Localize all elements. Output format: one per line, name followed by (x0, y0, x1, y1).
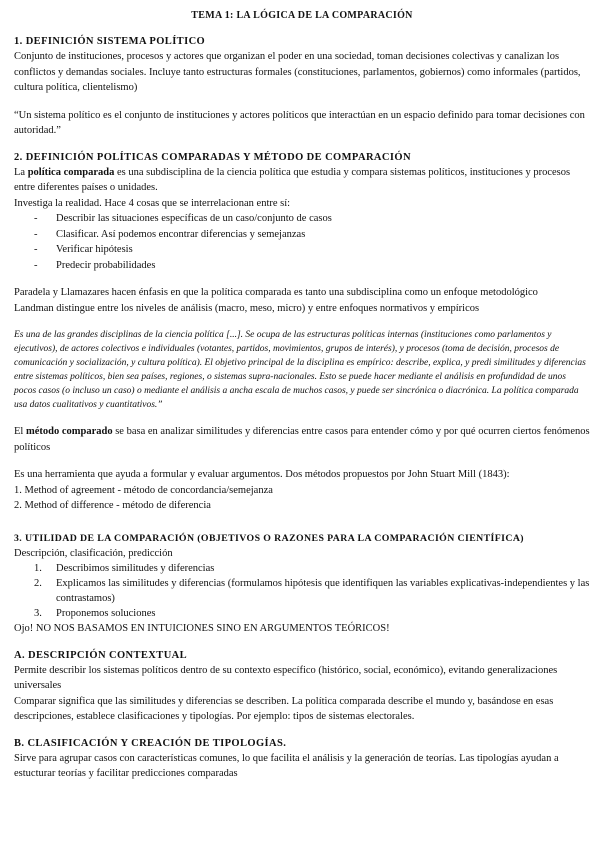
section-2-paragraph-1 (14, 165, 590, 196)
list-item (34, 606, 590, 621)
list-text: Describimos similitudes y diferencias (56, 563, 215, 574)
text-run: El (14, 426, 26, 437)
utility-list (14, 561, 590, 621)
section-2-heading: 2. DEFINICIÓN POLÍTICAS COMPARADAS Y MÉTODO DE COMPARACIÓN (14, 151, 411, 163)
section-3-paragraph: Descripción, clasificación, predicción (14, 547, 173, 559)
document-title: TEMA 1: LA LÓGICA DE LA COMPARACIÓN (191, 10, 413, 21)
method-agreement: 1. Method of agreement - método de concordancia/semejanza (14, 484, 273, 496)
list-item: - Describir las situaciones específicas de un caso/conjunto de casos (34, 211, 590, 227)
list-item (34, 576, 590, 606)
tasks-list (14, 211, 590, 273)
bold-term: política comparada (27, 166, 115, 178)
document-page (14, 10, 590, 782)
section-a-heading: A. DESCRIPCIÓN CONTEXTUAL (14, 649, 188, 661)
section-a-paragraph-2: Comparar significa que las similitudes y diferencias se describen. La política comparada describe el mundo y, basándose en esas descripciones, establece clasificaciones y tipologías. Por ejemplo: tipos de sistemas electorales. (14, 695, 554, 722)
section-2-paragraph-4: Landman distingue entre los niveles de análisis (macro, meso, micro) y entre enfoques normativos y empíricos (14, 302, 480, 314)
section-2-paragraph-3: Paradela y Llamazares hacen énfasis en que la política comparada es tanto una subdisciplina como un enfoque metodológico (14, 287, 538, 298)
list-item: - Verificar hipótesis (34, 242, 590, 258)
list-text: Proponemos soluciones (56, 608, 156, 619)
section-3-heading: 3. UTILIDAD DE LA COMPARACIÓN (OBJETIVOS O RAZONES PARA LA COMPARACIÓN CIENTÍFICA) (14, 532, 524, 544)
list-number: 1. (34, 563, 42, 574)
section-2-paragraph-2: Investiga la realidad. Hace 4 cosas que se interrelacionan entre sí: (14, 197, 291, 209)
list-item: - Clasificar. Así podemos encontrar diferencias y semejanzas (34, 227, 590, 243)
section-b-paragraph-1: Sirve para agrupar casos con características comunes, lo que facilita el análisis y la generación de teorías. Las tipologías ayudan a estucturar teorías y facilitar predicciones comparadas (14, 752, 559, 779)
section-3-note: Ojo! NO NOS BASAMOS EN INTUICIONES SINO EN ARGUMENTOS TEÓRICOS! (14, 623, 390, 634)
section-1-paragraph: Conjunto de instituciones, procesos y actores que organizan el poder en una sociedad, toman decisiones colectivas y canalizan los conflictos y demandas sociales. Incluye tanto estructuras formales (constituciones, parlamentos, gobiernos) como informales (partidos, cultura política, clientelismo) (14, 51, 581, 93)
section-a-paragraph-1: Permite describir los sistemas políticos dentro de su contexto específico (histórico, social, económico), evitando generalizaciones universales (14, 664, 558, 691)
list-text: Explicamos las similitudes y diferencias (formulamos hipótesis que identifiquen las variables explicativas-independientes y las contrastamos) (56, 578, 590, 604)
list-number: 2. (34, 578, 42, 589)
section-2-italic-quote: Es una de las grandes disciplinas de la ciencia política [...]. Se ocupa de las estructuras políticas internas (instituciones como parlamentos y ejecutivos), de actores colectivos e individuales (votantes, partidos, movimientos, grupos de interés), y procesos (toma de decisión, procesos de comunicación y socialización, y cultura política). El objetivo principal de la disciplina es empírico: describe, explica, y predi similitudes y diferencias entre sistemas políticos, bien sea países, regiones, o sistemas supra-nacionales. Esto se puede hacer mediante el análisis en profundidad de unos pocos casos (o incluso un caso) o mediante el análisis a ancha escala de muchos casos, y puede ser sincrónica o diacrónica. La política comparada usa datos cualitativos y cuantitativos.” (14, 330, 586, 410)
method-difference: 2. Method of difference - método de diferencia (14, 500, 211, 511)
text-run: se basa en analizar similitudes y diferencias entre casos para entender cómo y por qué ocurren ciertos fenómenos políticos (14, 426, 590, 453)
bold-term: método comparado (25, 426, 113, 437)
list-number: 3. (34, 608, 42, 619)
section-1-heading: 1. DEFINICIÓN SISTEMA POLÍTICO (14, 36, 206, 47)
section-b-heading: B. CLASIFICACIÓN Y CREACIÓN DE TIPOLOGÍAS. (14, 737, 287, 749)
section-2-paragraph-5 (14, 424, 590, 455)
text-run: La (14, 166, 28, 178)
section-1-quote: “Un sistema político es el conjunto de instituciones y actores políticos que interactúan en un espacio definido para tomar decisiones con autoridad.” (14, 109, 585, 136)
list-item: - Predecir probabilidades (34, 258, 590, 274)
text-run: es una subdisciplina de la ciencia política que estudia y compara sistemas políticos, instituciones y procesos entre diferentes países o unidades. (14, 166, 571, 193)
list-item (34, 561, 590, 576)
section-2-paragraph-6: Es una herramienta que ayuda a formular y evaluar argumentos. Dos métodos propuestos por John Stuart Mill (1843): (14, 469, 510, 480)
